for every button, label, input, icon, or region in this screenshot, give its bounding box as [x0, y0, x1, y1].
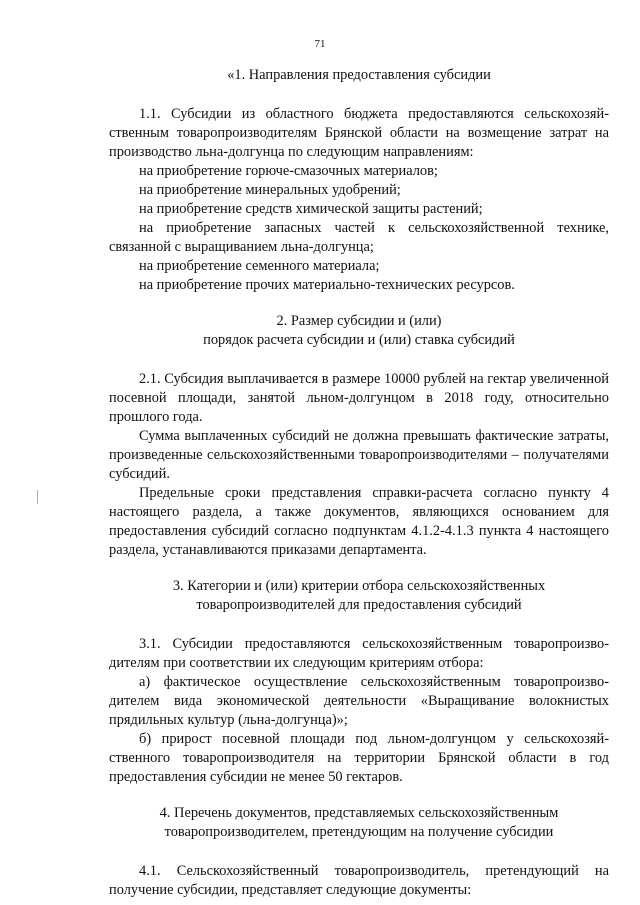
section-1-list-item-plant-protection: на приобретение средств химической защиты растений;: [139, 201, 483, 217]
section-3-heading-line-2: товаропроизводителей для предоставления субсидий: [196, 597, 522, 613]
page-number: 71: [314, 38, 326, 50]
section-2-paragraph-3: Предельные сроки представления справки-расчета согласно пункту 4 настоящего раздела, а также документов, являющихся основанием для предоставления субсидий согласно подпунктам 4.1.2-4.1.3 пункта 4 настоящего раздела, устанавливаются приказами департамента.: [109, 485, 609, 558]
section-3-heading: [109, 577, 609, 615]
section-2-heading: [109, 312, 609, 350]
section-3-paragraph-1: 3.1. Субсидии предоставляются сельскохозяйственным товаропроизво-дителям при соответствии их следующим критериям отбора:: [109, 636, 609, 671]
section-1-list-item-fuel: на приобретение горюче-смазочных материалов;: [139, 163, 438, 179]
section-3-heading-line-1: 3. Категории и (или) критерии отбора сельскохозяйственных: [172, 578, 546, 594]
section-3-criterion-b: б) прирост посевной площади под льном-долгунцом у сельскохозяй-ственного товаропроизводителя на территории Брянской области в год предоставления субсидии не менее 50 гектаров.: [109, 731, 609, 785]
section-1-list-item-seed: на приобретение семенного материала;: [139, 258, 380, 274]
margin-mark: [37, 490, 38, 504]
section-2-paragraph-1: 2.1. Субсидия выплачивается в размере 10000 рублей на гектар увеличенной посевной площади, занятой льном-долгунцом в 2018 году, относительно прошлого года.: [109, 371, 609, 425]
document-body: [109, 64, 609, 900]
section-1-heading: [109, 66, 609, 85]
section-2-heading-line-2: порядок расчета субсидии и (или) ставка субсидий: [203, 332, 515, 348]
section-1-list-item-other-resources: на приобретение прочих материально-технических ресурсов.: [139, 277, 515, 293]
section-2-heading-line-1: 2. Размер субсидии и (или): [276, 313, 442, 329]
section-2-paragraph-2: Сумма выплаченных субсидий не должна превышать фактические затраты, произведенные сельскохозяйственными товаропроизводителями – получателями субсидий.: [109, 428, 609, 482]
section-4-heading: [109, 804, 609, 842]
section-1-list-item-fertilizers: на приобретение минеральных удобрений;: [139, 182, 401, 198]
section-4-paragraph-1: 4.1. Сельскохозяйственный товаропроизводитель, претендующий на получение субсидии, представляет следующие документы:: [109, 863, 609, 898]
section-1-list-item-spare-parts: на приобретение запасных частей к сельскохозяйственной технике, связанной с выращиванием льна-долгунца;: [109, 220, 609, 255]
section-4-heading-line-2: товаропроизводителем, претендующим на получение субсидии: [164, 824, 554, 840]
section-1-paragraph-1: 1.1. Субсидии из областного бюджета предоставляются сельскохозяй-ственным товаропроизводителям Брянской области на возмещение затрат на производство льна-долгунца по следующим направлениям:: [109, 106, 609, 160]
section-1-heading-line: «1. Направления предоставления субсидии: [227, 67, 491, 83]
section-4-heading-line-1: 4. Перечень документов, представляемых сельскохозяйственным: [159, 805, 559, 821]
section-3-criterion-a: а) фактическое осуществление сельскохозяйственным товаропроизво-дителем вида экономической деятельности «Выращивание волокнистых прядильных культур (льна-долгунца)»;: [109, 674, 609, 728]
